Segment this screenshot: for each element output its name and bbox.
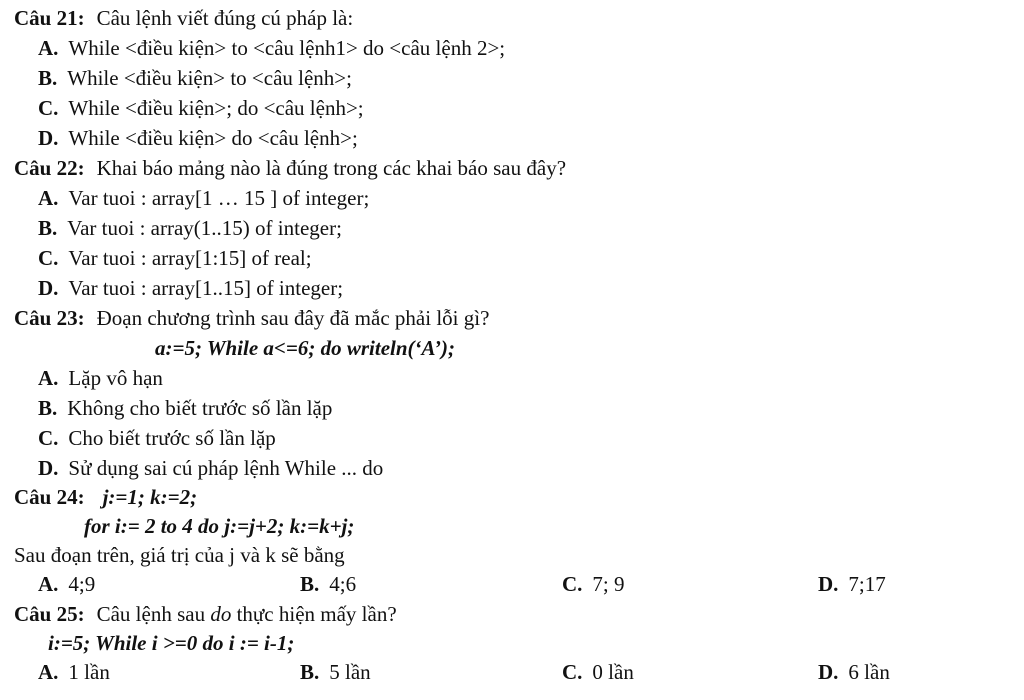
- q21-option-b: [38, 65, 352, 91]
- option-text: Var tuoi : array[1:15] of real;: [68, 246, 312, 270]
- q24-option-d: [818, 571, 886, 597]
- option-text: While <điều kiện> to <câu lệnh>;: [67, 66, 352, 90]
- q23-option-d: [38, 455, 383, 481]
- q22-option-c: [38, 245, 312, 271]
- question-number: Câu 23:: [14, 306, 85, 330]
- q25-option-a: [38, 659, 110, 685]
- q23-code: a:=5; While a<=6; do writeln(‘A’);: [155, 336, 455, 360]
- question-25: [14, 601, 397, 627]
- option-letter: A.: [38, 660, 59, 684]
- question-21: [14, 5, 353, 31]
- option-letter: A.: [38, 186, 59, 210]
- question-number: Câu 25:: [14, 602, 85, 626]
- option-text: 5 lần: [329, 660, 371, 684]
- question-text-before: Câu lệnh sau: [96, 602, 211, 626]
- option-letter: C.: [38, 426, 59, 450]
- option-text: 7;17: [848, 572, 886, 596]
- option-letter: A.: [38, 36, 59, 60]
- option-text: 4;9: [68, 572, 96, 596]
- q22-option-a: [38, 185, 369, 211]
- option-letter: D.: [818, 572, 839, 596]
- option-text: Không cho biết trước số lần lặp: [67, 396, 333, 420]
- q24-option-b: [300, 571, 356, 597]
- option-letter: D.: [38, 126, 59, 150]
- q24-option-a: [38, 571, 95, 597]
- option-letter: B.: [38, 66, 58, 90]
- q22-option-b: [38, 215, 342, 241]
- option-text: Lặp vô hạn: [68, 366, 163, 390]
- q24-question-text: Sau đoạn trên, giá trị của j và k sẽ bằng: [14, 543, 345, 567]
- question-number: Câu 21:: [14, 6, 85, 30]
- question-text-emphasis: do: [210, 602, 232, 626]
- q22-option-d: [38, 275, 343, 301]
- option-text: While <điều kiện> to <câu lệnh1> do <câu lệnh 2>;: [68, 36, 506, 60]
- q25-option-c: [562, 659, 634, 685]
- question-number: Câu 22:: [14, 156, 85, 180]
- question-number: Câu 24:: [14, 485, 85, 509]
- question-text-after: thực hiện mấy lần?: [231, 602, 397, 626]
- option-text: Var tuoi : array(1..15) of integer;: [67, 216, 342, 240]
- option-letter: C.: [38, 96, 59, 120]
- q25-option-d: [818, 659, 890, 685]
- question-text: Đoạn chương trình sau đây đã mắc phải lỗi gì?: [96, 306, 490, 330]
- option-text: Var tuoi : array[1 … 15 ] of integer;: [68, 186, 370, 210]
- option-letter: D.: [38, 456, 59, 480]
- q25-code: i:=5; While i >=0 do i := i-1;: [48, 631, 295, 655]
- option-letter: B.: [38, 216, 58, 240]
- q21-option-d: [38, 125, 358, 151]
- q24-code-line-2: for i:= 2 to 4 do j:=j+2; k:=k+j;: [84, 514, 355, 538]
- option-letter: B.: [300, 572, 320, 596]
- option-letter: B.: [38, 396, 58, 420]
- option-letter: A.: [38, 366, 59, 390]
- option-text: 1 lần: [68, 660, 110, 684]
- question-text: Khai báo mảng nào là đúng trong các khai báo sau đây?: [96, 156, 567, 180]
- question-text: Câu lệnh viết đúng cú pháp là:: [96, 6, 354, 30]
- option-text: Sử dụng sai cú pháp lệnh While ... do: [68, 456, 384, 480]
- q23-option-c: [38, 425, 276, 451]
- q24-option-c: [562, 571, 625, 597]
- option-text: While <điều kiện> do <câu lệnh>;: [68, 126, 358, 150]
- option-letter: C.: [562, 660, 583, 684]
- option-letter: C.: [38, 246, 59, 270]
- question-23: [14, 305, 489, 331]
- question-22: [14, 155, 566, 181]
- q23-option-b: [38, 395, 332, 421]
- option-letter: D.: [818, 660, 839, 684]
- option-letter: D.: [38, 276, 59, 300]
- option-text: Cho biết trước số lần lặp: [68, 426, 276, 450]
- option-letter: C.: [562, 572, 583, 596]
- option-text: While <điều kiện>; do <câu lệnh>;: [68, 96, 364, 120]
- option-letter: A.: [38, 572, 59, 596]
- option-letter: B.: [300, 660, 320, 684]
- option-text: 7; 9: [592, 572, 625, 596]
- option-text: Var tuoi : array[1..15] of integer;: [68, 276, 344, 300]
- option-text: 6 lần: [848, 660, 890, 684]
- option-text: 4;6: [329, 572, 357, 596]
- q25-option-b: [300, 659, 371, 685]
- option-text: 0 lần: [592, 660, 634, 684]
- q21-option-a: [38, 35, 505, 61]
- q23-option-a: [38, 365, 163, 391]
- question-24: [14, 484, 197, 510]
- q21-option-c: [38, 95, 364, 121]
- q24-code-line-1: j:=1; k:=2;: [102, 485, 198, 509]
